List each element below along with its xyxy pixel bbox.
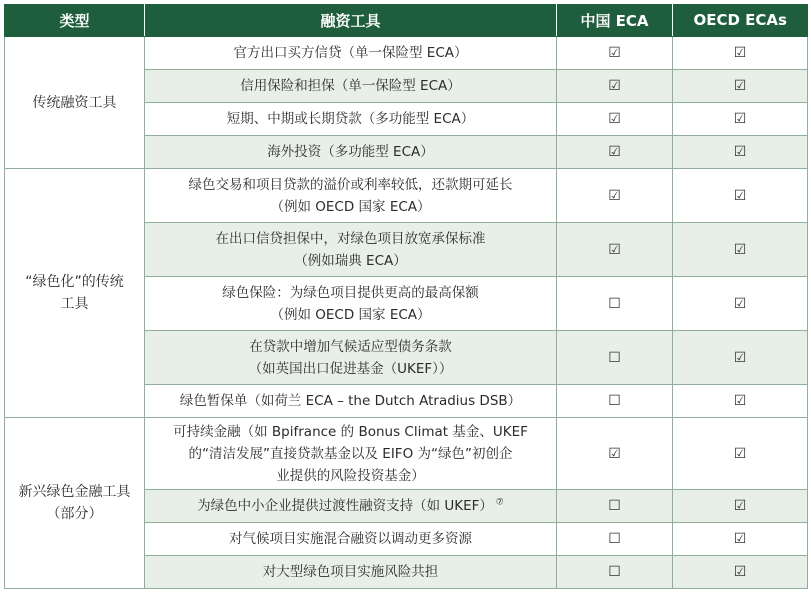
table-row (5, 418, 808, 490)
china-eca-cell (557, 277, 673, 331)
oecd-ecas-cell (673, 490, 808, 523)
tool-cell (145, 418, 557, 490)
type-label: 工具 (60, 296, 89, 312)
unchecked-box-icon: ☐ (608, 564, 621, 580)
unchecked-box-icon: ☐ (608, 393, 621, 409)
tool-line: （例如 OECD 国家 ECA） (270, 198, 431, 215)
type-cell (5, 418, 145, 589)
tool-line: 短期、中期或长期贷款（多功能型 ECA） (226, 111, 475, 127)
tool-cell (145, 136, 557, 169)
checked-box-icon: ☑ (733, 498, 747, 514)
tool-line: （例如 OECD 国家 ECA） (270, 306, 431, 323)
checked-box-icon: ☑ (733, 295, 747, 312)
tool-cell (145, 223, 557, 277)
checked-box-icon: ☑ (608, 445, 621, 462)
china-eca-cell (557, 169, 673, 223)
china-eca-cell (557, 523, 673, 556)
unchecked-box-icon: ☐ (608, 498, 621, 514)
tool-cell (145, 331, 557, 385)
footnote-marker: ⑦ (492, 497, 504, 508)
checked-box-icon: ☑ (608, 111, 621, 127)
type-label: “绿色化”的传统 (25, 274, 124, 290)
tool-cell (145, 70, 557, 103)
type-cell (5, 169, 145, 418)
checked-box-icon: ☑ (733, 531, 747, 547)
checked-box-icon: ☑ (733, 78, 747, 94)
table-row (5, 37, 808, 70)
oecd-ecas-cell (673, 103, 808, 136)
type-label: 传统融资工具 (32, 94, 117, 111)
oecd-ecas-cell (673, 331, 808, 385)
checked-box-icon: ☑ (733, 445, 747, 462)
tool-line: 的“清洁发展”直接贷款基金以及 EIFO 为“绿色”初创企 (188, 445, 513, 462)
checked-box-icon: ☑ (733, 144, 747, 160)
tool-line: 信用保险和担保（单一保险型 ECA） (240, 78, 461, 94)
checked-box-icon: ☑ (733, 564, 747, 580)
tool-line: 绿色交易和项目贷款的溢价或利率较低，还款期可延长 (188, 176, 513, 193)
checked-box-icon: ☑ (608, 45, 621, 61)
tool-line: 绿色保险：为绿色项目提供更高的最高保额 (222, 284, 479, 301)
tool-line: 可持续金融（如 Bpifrance 的 Bonus Climat 基金、UKEF (173, 423, 528, 440)
checked-box-icon: ☑ (608, 187, 621, 204)
china-eca-cell (557, 103, 673, 136)
checked-box-icon: ☑ (733, 393, 747, 409)
china-eca-cell (557, 556, 673, 589)
header-oecd-ecas: OECD ECAs (673, 4, 808, 37)
table-row (5, 169, 808, 223)
oecd-ecas-cell (673, 169, 808, 223)
tool-line: 海外投资（多功能型 ECA） (267, 144, 434, 160)
china-eca-cell (557, 490, 673, 523)
oecd-ecas-cell (673, 223, 808, 277)
china-eca-cell (557, 136, 673, 169)
oecd-ecas-cell (673, 523, 808, 556)
tool-cell (145, 169, 557, 223)
oecd-ecas-cell (673, 385, 808, 418)
tool-line: 对气候项目实施混合融资以调动更多资源 (229, 531, 472, 547)
table-header (5, 4, 808, 37)
header-china-eca: 中国 ECA (557, 4, 673, 37)
tool-cell (145, 385, 557, 418)
unchecked-box-icon: ☐ (608, 349, 621, 366)
checked-box-icon: ☑ (608, 241, 621, 258)
tool-cell (145, 523, 557, 556)
checked-box-icon: ☑ (608, 144, 621, 160)
tool-cell (145, 37, 557, 70)
checked-box-icon: ☑ (733, 241, 747, 258)
oecd-ecas-cell (673, 136, 808, 169)
china-eca-cell (557, 331, 673, 385)
type-cell (5, 37, 145, 169)
oecd-ecas-cell (673, 70, 808, 103)
unchecked-box-icon: ☐ (608, 295, 621, 312)
oecd-ecas-cell (673, 556, 808, 589)
tool-line: 业提供的风险投资基金） (276, 467, 425, 484)
header-tool: 融资工具 (145, 4, 557, 37)
tool-cell (145, 556, 557, 589)
header-row (5, 4, 808, 37)
oecd-ecas-cell (673, 37, 808, 70)
tool-cell (145, 103, 557, 136)
checked-box-icon: ☑ (733, 111, 747, 127)
checked-box-icon: ☑ (733, 45, 747, 61)
tool-line: （如英国出口促进基金（UKEF）） (248, 360, 453, 377)
tool-line: 为绿色中小企业提供过渡性融资支持（如 UKEF） (197, 498, 493, 514)
tool-line: （例如瑞典 ECA） (294, 252, 407, 269)
tool-cell (145, 490, 557, 523)
eca-comparison-table (4, 4, 808, 589)
type-label: （部分） (46, 506, 103, 522)
tool-line: 绿色暂保单（如荷兰 ECA – the Dutch Atradius DSB） (179, 393, 522, 409)
china-eca-cell (557, 70, 673, 103)
china-eca-cell (557, 418, 673, 490)
tool-line: 官方出口买方信贷（单一保险型 ECA） (233, 45, 468, 61)
tool-cell (145, 277, 557, 331)
table-body (5, 37, 808, 589)
unchecked-box-icon: ☐ (608, 531, 621, 547)
china-eca-cell (557, 223, 673, 277)
checked-box-icon: ☑ (733, 349, 747, 366)
checked-box-icon: ☑ (608, 78, 621, 94)
header-type: 类型 (5, 4, 145, 37)
tool-line: 在出口信贷担保中，对绿色项目放宽承保标准 (215, 230, 486, 247)
tool-line: 对大型绿色项目实施风险共担 (262, 564, 439, 580)
checked-box-icon: ☑ (733, 187, 747, 204)
oecd-ecas-cell (673, 418, 808, 490)
china-eca-cell (557, 385, 673, 418)
type-label: 新兴绿色金融工具 (18, 484, 131, 500)
tool-line: 在贷款中增加气候适应型债务条款 (249, 338, 452, 355)
china-eca-cell (557, 37, 673, 70)
oecd-ecas-cell (673, 277, 808, 331)
